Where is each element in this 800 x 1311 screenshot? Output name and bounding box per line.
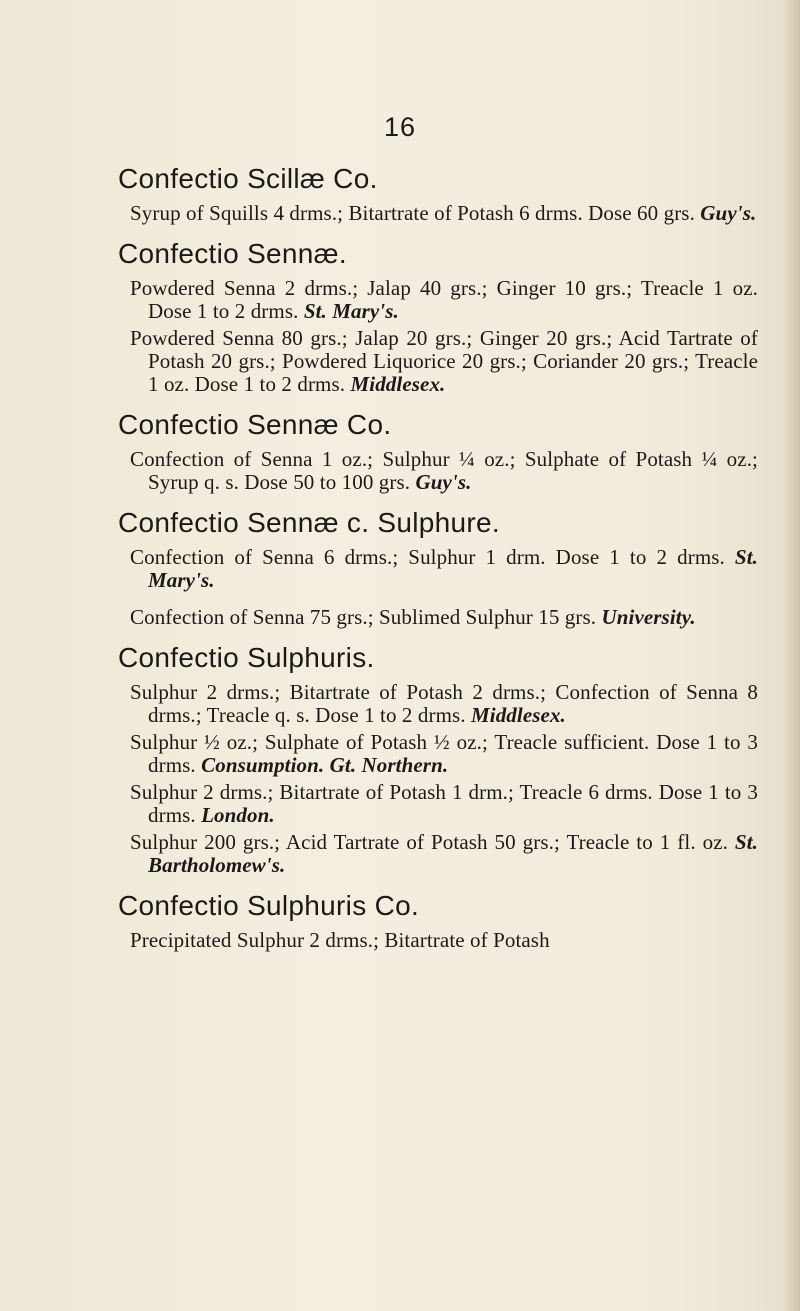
section-heading: Confectio Sulphuris. xyxy=(118,642,375,673)
recipe-text: Confection of Senna 75 grs.; Sublimed Sulphur 15 grs. xyxy=(130,605,597,629)
recipe-source: Guy's. xyxy=(700,201,757,225)
recipe-source: London. xyxy=(201,803,275,827)
recipe-entry xyxy=(118,681,758,727)
section-confectio-sulphuris xyxy=(118,641,758,877)
recipe-text: Confection of Senna 6 drms.; Sulphur 1 drm. Dose 1 to 2 drms. xyxy=(130,545,725,569)
recipe-source: Guy's. xyxy=(415,470,472,494)
recipe-source: St. Bartholomew's. xyxy=(148,830,758,877)
recipe-text: Sulphur 2 drms.; Bitartrate of Potash 1 drm.; Treacle 6 drms. Dose 1 to 3 drms. xyxy=(130,780,758,827)
recipe-source: St. Mary's. xyxy=(303,299,399,323)
recipe-source: Consumption. Gt. Northern. xyxy=(201,753,449,777)
section-confectio-sulphuris-co xyxy=(118,889,758,952)
recipe-text: Sulphur ½ oz.; Sulphate of Potash ½ oz.; Treacle sufficient. Dose 1 to 3 drms. xyxy=(130,730,758,777)
recipe-text: Precipitated Sulphur 2 drms.; Bitartrate of Potash xyxy=(130,928,550,952)
section-heading: Confectio Scillæ Co. xyxy=(118,163,378,194)
section-confectio-sennae xyxy=(118,237,758,396)
section-heading: Confectio Sennæ Co. xyxy=(118,409,392,440)
section-heading: Confectio Sulphuris Co. xyxy=(118,890,420,921)
section-confectio-scillae-co xyxy=(118,162,758,225)
recipe-text: Sulphur 200 grs.; Acid Tartrate of Potash 50 grs.; Treacle to 1 fl. oz. xyxy=(130,830,728,854)
recipe-entry xyxy=(118,448,758,494)
recipe-text: Powdered Senna 2 drms.; Jalap 40 grs.; Ginger 10 grs.; Treacle 1 oz. Dose 1 to 2 drms. xyxy=(130,276,758,323)
recipe-source: St. Mary's. xyxy=(148,545,758,592)
page-edge-shadow xyxy=(782,0,800,1311)
section-confectio-sennae-co xyxy=(118,408,758,494)
recipe-entry xyxy=(118,929,758,952)
page-number: 16 xyxy=(383,112,417,142)
section-heading: Confectio Sennæ. xyxy=(118,238,347,269)
section-confectio-sennae-c-sulphure xyxy=(118,506,758,629)
recipe-source: University. xyxy=(601,605,696,629)
recipe-source: Middlesex. xyxy=(350,372,446,396)
recipe-entry xyxy=(118,546,758,592)
recipe-entry xyxy=(118,202,758,225)
recipe-entry xyxy=(118,327,758,396)
recipe-entry xyxy=(118,606,758,629)
page-content xyxy=(118,162,758,964)
section-heading: Confectio Sennæ c. Sulphure. xyxy=(118,507,500,538)
recipe-text: Powdered Senna 80 grs.; Jalap 20 grs.; Ginger 20 grs.; Acid Tartrate of Potash 20 grs.; Powdered Liquorice 20 grs.; Coriander 20 grs.; Treacle 1 oz. Dose 1 to 2 drms. xyxy=(130,326,758,396)
recipe-entry xyxy=(118,831,758,877)
recipe-text: Sulphur 2 drms.; Bitartrate of Potash 2 drms.; Confection of Senna 8 drms.; Treacle q. s. Dose 1 to 2 drms. xyxy=(130,680,758,727)
recipe-entry xyxy=(118,731,758,777)
recipe-entry xyxy=(118,277,758,323)
recipe-text: Confection of Senna 1 oz.; Sulphur ¼ oz.; Sulphate of Potash ¼ oz.; Syrup q. s. Dose 50 to 100 grs. xyxy=(130,447,758,494)
recipe-entry xyxy=(118,781,758,827)
recipe-source: Middlesex. xyxy=(470,703,566,727)
recipe-text: Syrup of Squills 4 drms.; Bitartrate of Potash 6 drms. Dose 60 grs. xyxy=(130,201,695,225)
